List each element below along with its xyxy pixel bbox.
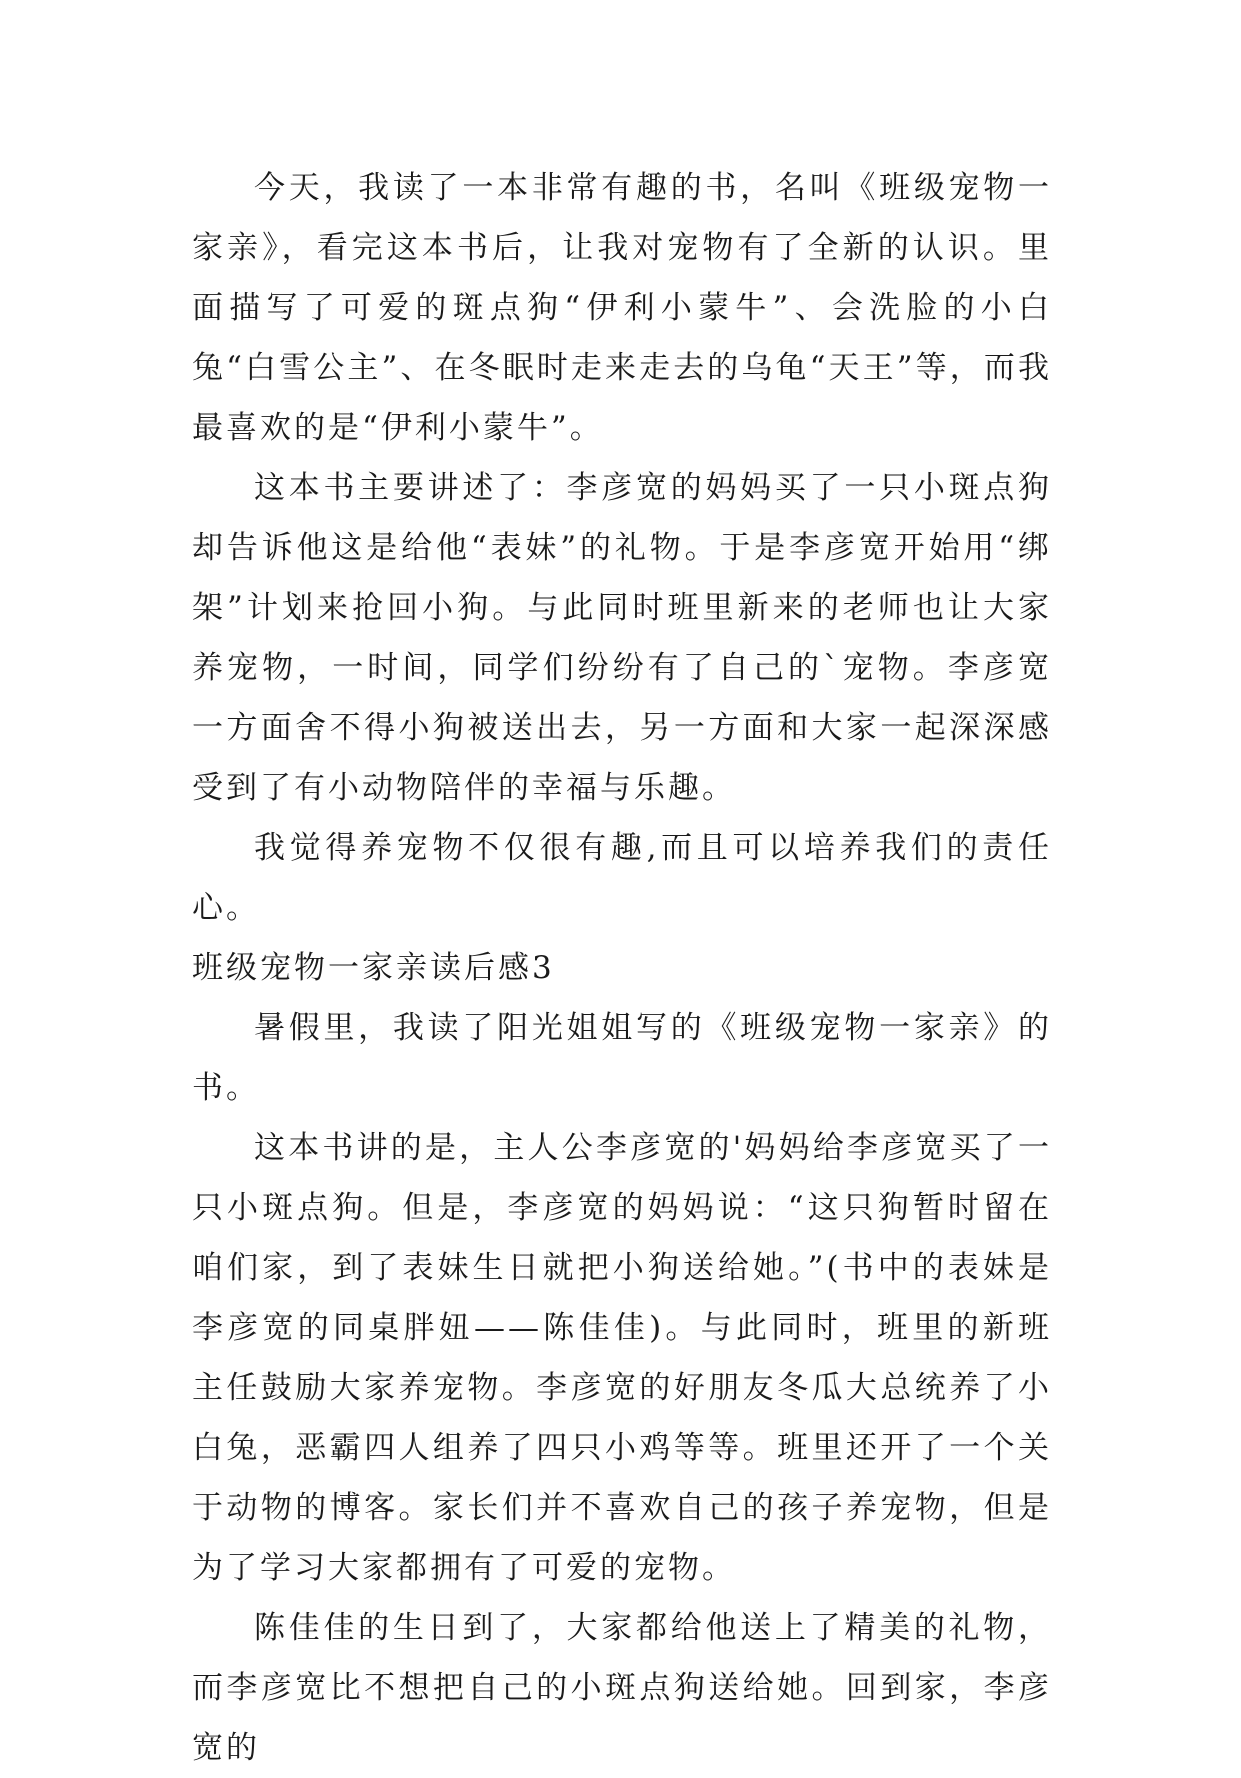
section-heading: 班级宠物一家亲读后感3 — [192, 950, 555, 986]
paragraph: 这本书主要讲述了：李彦宽的妈妈买了一只小斑点狗却告诉他这是给他“表妹”的礼物。于是李彦宽开始用“绑架”计划来抢回小狗。与此同时班里新来的老师也让大家养宠物，一时间，同学们纷纷有了自己的`宠物。李彦宽一方面舍不得小狗被送出去，另一方面和大家一起深深感受到了有小动物陪伴的幸福与乐趣。 — [192, 470, 1052, 806]
paragraph: 今天，我读了一本非常有趣的书，名叫《班级宠物一家亲》，看完这本书后，让我对宠物有了全新的认识。里面描写了可爱的斑点狗“伊利小蒙牛”、会洗脸的小白兔“白雪公主”、在冬眠时走来走去的乌龟“天王”等，而我最喜欢的是“伊利小蒙牛”。 — [192, 170, 1052, 446]
paragraph: 这本书讲的是，主人公李彦宽的'妈妈给李彦宽买了一只小斑点狗。但是，李彦宽的妈妈说：“这只狗暂时留在咱们家，到了表妹生日就把小狗送给她。”(书中的表妹是李彦宽的同桌胖妞——陈佳佳)。与此同时，班里的新班主任鼓励大家养宠物。李彦宽的好朋友冬瓜大总统养了小白兔，恶霸四人组养了四只小鸡等等。班里还开了一个关于动物的博客。家长们并不喜欢自己的孩子养宠物，但是为了学习大家都拥有了可爱的宠物。 — [192, 1130, 1052, 1586]
document-body — [192, 158, 1052, 1778]
paragraph: 陈佳佳的生日到了，大家都给他送上了精美的礼物，而李彦宽比不想把自己的小斑点狗送给她。回到家，李彦宽的 — [192, 1610, 1052, 1766]
paragraph: 暑假里，我读了阳光姐姐写的《班级宠物一家亲》的书。 — [192, 1010, 1052, 1106]
paragraph: 我觉得养宠物不仅很有趣,而且可以培养我们的责任心。 — [192, 830, 1052, 926]
